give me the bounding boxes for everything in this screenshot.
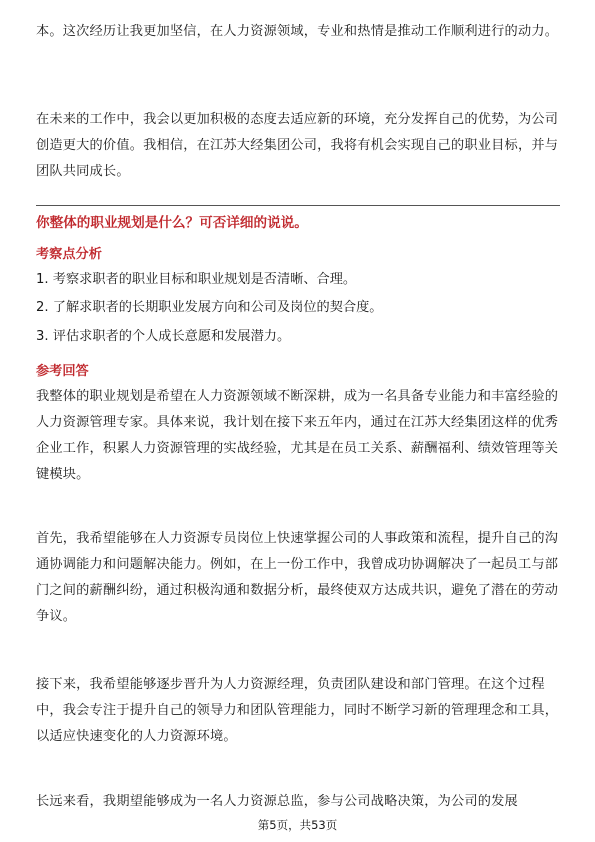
- answer-paragraph-3: 接下来，我希望能够逐步晋升为人力资源经理，负责团队建设和部门管理。在这个过程中，我会专注于提升自己的领导力和团队管理能力，同时不断学习新的管理理念和工具，以适应快速变化的人力资源环境。: [36, 677, 559, 744]
- intro-paragraph-1: 本。这次经历让我更加坚信，在人力资源领域，专业和热情是推动工作顺利进行的动力。: [36, 24, 559, 39]
- section-divider: [36, 205, 560, 206]
- intro-paragraph-2: 在未来的工作中，我会以更加积极的态度去适应新的环境，充分发挥自己的优势，为公司创造更大的价值。我相信，在江苏大经集团公司，我将有机会实现自己的职业目标，并与团队共同成长。: [36, 112, 559, 179]
- page-number-footer: 第5页，共53页: [257, 818, 338, 832]
- answer-paragraph-2: 首先，我希望能够在人力资源专员岗位上快速掌握公司的人事政策和流程，提升自己的沟通协调能力和问题解决能力。例如，在上一份工作中，我曾成功协调解决了一起员工与部门之间的薪酬纠纷，通过积极沟通和数据分析，最终使双方达成共识，避免了潜在的劳动争议。: [36, 531, 559, 624]
- analysis-item-3: 3. 评估求职者的个人成长意愿和发展潜力。: [36, 329, 291, 344]
- question-heading: 你整体的职业规划是什么？可否详细的说说。: [36, 215, 308, 231]
- answer-title: 参考回答: [36, 364, 89, 379]
- analysis-title: 考察点分析: [36, 247, 102, 262]
- answer-paragraph-4: 长远来看，我期望能够成为一名人力资源总监，参与公司战略决策，为公司的发展: [36, 794, 518, 809]
- analysis-item-1: 1. 考察求职者的职业目标和职业规划是否清晰、合理。: [36, 272, 357, 287]
- analysis-item-2: 2. 了解求职者的长期职业发展方向和公司及岗位的契合度。: [36, 300, 383, 315]
- answer-paragraph-1: 我整体的职业规划是希望在人力资源领域不断深耕，成为一名具备专业能力和丰富经验的人力资源管理专家。具体来说，我计划在接下来五年内，通过在江苏大经集团这样的优秀企业工作，积累人力资源管理的实战经验，尤其是在员工关系、薪酬福利、绩效管理等关键模块。: [36, 389, 559, 482]
